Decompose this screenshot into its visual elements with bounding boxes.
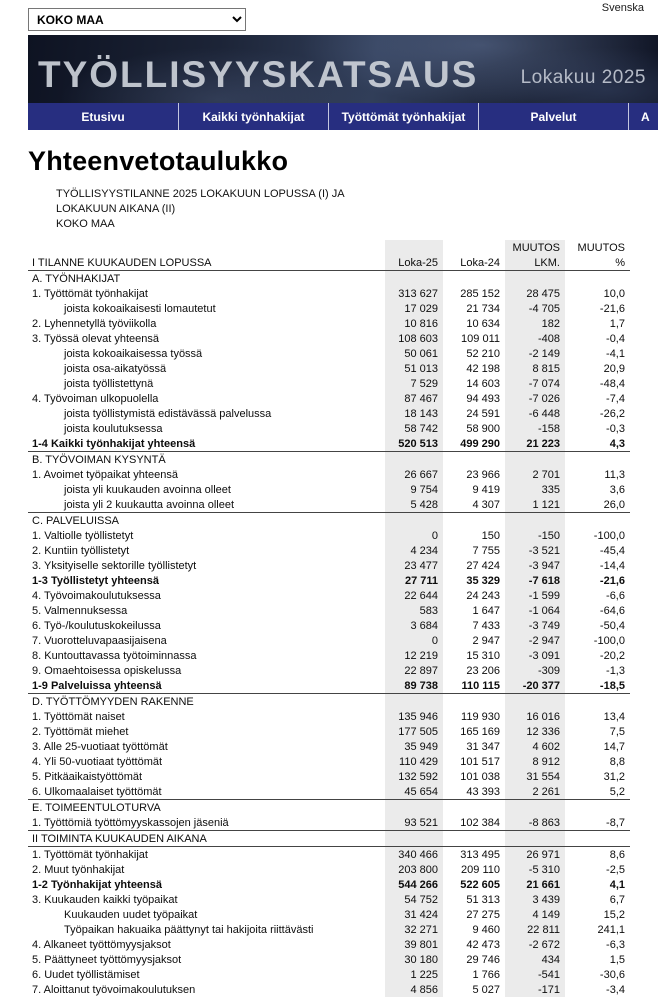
cell-value: 50 061 — [404, 348, 438, 360]
table-row — [28, 482, 630, 497]
cell-value: 8,6 — [609, 849, 625, 861]
cell-value: 12 219 — [404, 650, 438, 662]
cell-value: 520 513 — [398, 438, 438, 450]
cell-value: -26,2 — [599, 408, 625, 420]
table-row — [28, 967, 630, 982]
cell-value: 24 591 — [466, 408, 500, 420]
table-row — [28, 815, 630, 831]
cell-value: 335 — [541, 484, 560, 496]
cell-value: 499 290 — [460, 438, 500, 450]
cell-value: 132 592 — [398, 771, 438, 783]
table-row — [28, 497, 630, 513]
row-label: 8. Kuntouttavassa työtoiminnassa — [32, 650, 197, 662]
row-label: joista kokoaikaisessa työssä — [64, 348, 203, 360]
cell-value: 14 603 — [466, 378, 500, 390]
cell-value: -20 377 — [522, 680, 560, 692]
cell-value: 165 169 — [460, 726, 500, 738]
cell-value: 6,7 — [609, 894, 625, 906]
cell-value: 5 027 — [472, 984, 500, 996]
table-row — [28, 663, 630, 678]
table-row — [28, 922, 630, 937]
cell-value: 51 313 — [466, 894, 500, 906]
region-select-row — [28, 0, 658, 35]
cell-value: 3 684 — [410, 620, 438, 632]
cell-value: -64,6 — [599, 605, 625, 617]
cell-value: 27 711 — [404, 575, 438, 587]
table-row — [28, 543, 630, 558]
table-row — [28, 588, 630, 603]
cell-value: 4,1 — [609, 879, 625, 891]
table-row — [28, 573, 630, 588]
table-row — [28, 286, 630, 301]
cell-value: 58 900 — [466, 423, 500, 435]
cell-value: 3,6 — [609, 484, 625, 496]
cell-value: 5,2 — [609, 786, 625, 798]
table-row — [28, 907, 630, 922]
cell-value: -4,1 — [606, 348, 625, 360]
cell-value: 29 746 — [466, 954, 500, 966]
row-label: joista koulutuksessa — [64, 423, 163, 435]
cell-value: -6,6 — [606, 590, 625, 602]
section-label: II TOIMINTA KUUKAUDEN AIKANA — [28, 831, 630, 847]
cell-value: 1 225 — [410, 969, 438, 981]
row-label: 1-4 Kaikki työnhakijat yhteensä — [32, 438, 196, 450]
cell-value: -20,2 — [599, 650, 625, 662]
cell-value: 31,2 — [603, 771, 625, 783]
cell-value: -50,4 — [599, 620, 625, 632]
cell-value: -150 — [537, 530, 560, 542]
cell-value: 4 149 — [532, 909, 560, 921]
cell-value: 21 223 — [526, 438, 560, 450]
table-row — [28, 892, 630, 907]
cell-value: -3,4 — [606, 984, 625, 996]
row-label: 1. Työttömät työnhakijat — [32, 849, 148, 861]
cell-value: 4 602 — [532, 741, 560, 753]
cell-value: -3 947 — [528, 560, 560, 572]
cell-value: 583 — [419, 605, 438, 617]
table-row — [28, 678, 630, 694]
row-label: 1-3 Työllistetyt yhteensä — [32, 575, 159, 587]
row-label: 5. Valmennuksessa — [32, 605, 128, 617]
row-label: 4. Työvoimakoulutuksessa — [32, 590, 161, 602]
subtitle-line: TYÖLLISYYSTILANNE 2025 LOKAKUUN LOPUSSA (I) JA — [56, 188, 345, 200]
cell-value: 7 433 — [472, 620, 500, 632]
cell-value: 21 661 — [526, 879, 560, 891]
cell-value: 20,9 — [603, 363, 625, 375]
subtitle-line: KOKO MAA — [56, 218, 115, 230]
table-row — [28, 436, 630, 452]
cell-value: 93 521 — [404, 817, 438, 829]
cell-value: 24 243 — [466, 590, 500, 602]
row-label: 4. Työvoiman ulkopuolella — [32, 393, 159, 405]
row-label: 1. Valtiolle työllistetyt — [32, 530, 134, 542]
table-row — [28, 406, 630, 421]
cell-value: 35 329 — [466, 575, 500, 587]
cell-value: 7,5 — [609, 726, 625, 738]
cell-value: -0,3 — [606, 423, 625, 435]
table-row — [28, 618, 630, 633]
summary-table-body — [28, 271, 630, 998]
cell-value: 87 467 — [404, 393, 438, 405]
cell-value: 522 605 — [460, 879, 500, 891]
cell-value: 58 742 — [404, 423, 438, 435]
cell-value: 108 603 — [398, 333, 438, 345]
cell-value: -45,4 — [599, 545, 625, 557]
cell-value: -3 521 — [528, 545, 560, 557]
table-row — [28, 361, 630, 376]
table-row — [28, 769, 630, 784]
cell-value: 177 505 — [398, 726, 438, 738]
cell-value: 22 897 — [404, 665, 438, 677]
cell-value: 340 466 — [398, 849, 438, 861]
cell-value: 2 947 — [472, 635, 500, 647]
nav-item-5[interactable]: A — [628, 103, 658, 130]
column-header-top — [443, 240, 505, 255]
cell-value: 26 971 — [526, 849, 560, 861]
nav-item-3[interactable]: Työttömät työnhakijat — [328, 103, 478, 130]
row-label: 1. Työttömiä työttömyyskassojen jäseniä — [32, 817, 229, 829]
cell-value: -18,5 — [599, 680, 625, 692]
cell-value: -21,6 — [599, 575, 625, 587]
table-row — [28, 391, 630, 406]
cell-value: -309 — [537, 665, 560, 677]
column-header-top: MUUTOS — [512, 242, 560, 254]
row-label: 1. Työttömät naiset — [32, 711, 125, 723]
table-row — [28, 937, 630, 952]
cell-value: -2 149 — [528, 348, 560, 360]
cell-value: 14,7 — [603, 741, 625, 753]
cell-value: -2 947 — [528, 635, 560, 647]
section-label: A. TYÖNHAKIJAT — [32, 273, 121, 285]
cell-value: 23 206 — [466, 665, 500, 677]
language-link[interactable]: Svenska — [601, 2, 644, 14]
cell-value: 22 811 — [527, 924, 560, 936]
cell-value: 10,0 — [603, 288, 625, 300]
row-label: Työpaikan hakuaika päättynyt tai hakijoita riittävästi — [64, 924, 314, 936]
table-row — [28, 831, 630, 847]
cell-value: 2 701 — [532, 469, 560, 481]
cell-value: 7 529 — [410, 378, 438, 390]
cell-value: -541 — [537, 969, 560, 981]
cell-value: 109 011 — [461, 333, 500, 345]
table-row — [28, 331, 630, 346]
cell-value: 4 307 — [472, 499, 500, 511]
cell-value: 18 143 — [404, 408, 438, 420]
cell-value: 119 930 — [461, 711, 500, 723]
row-label: 3. Työssä olevat yhteensä — [32, 333, 159, 345]
cell-value: 0 — [431, 530, 438, 542]
subtitle-line: LOKAKUUN AIKANA (II) — [56, 203, 176, 215]
cell-value: 15,2 — [603, 909, 625, 921]
row-label: 4. Alkaneet työttömyysjaksot — [32, 939, 171, 951]
cell-value: 101 517 — [460, 756, 500, 768]
cell-value: -7 074 — [528, 378, 560, 390]
row-label: 7. Vuorotteluvapaasijaisena — [32, 635, 167, 647]
cell-value: 8 912 — [532, 756, 560, 768]
cell-value: 54 752 — [404, 894, 438, 906]
cell-value: -1 599 — [528, 590, 560, 602]
nav-item-2[interactable]: Kaikki työnhakijat — [178, 103, 328, 130]
row-label: joista yli 2 kuukautta avoinna olleet — [64, 499, 234, 511]
cell-value: 28 475 — [526, 288, 560, 300]
cell-value: 241,1 — [597, 924, 625, 936]
cell-value: -30,6 — [599, 969, 625, 981]
cell-value: 2 261 — [532, 786, 560, 798]
cell-value: -171 — [537, 984, 560, 996]
cell-value: -21,6 — [599, 303, 625, 315]
table-row — [28, 421, 630, 436]
cell-value: -2,5 — [606, 864, 625, 876]
cell-value: 3 439 — [532, 894, 560, 906]
cell-value: 4,3 — [609, 438, 625, 450]
row-label: joista osa-aikatyössä — [64, 363, 167, 375]
summary-table — [28, 240, 630, 997]
row-label: 1. Avoimet työpaikat yhteensä — [32, 469, 178, 481]
row-label: 1. Työttömät työnhakijat — [32, 288, 148, 300]
cell-value: 203 800 — [398, 864, 438, 876]
row-label: 9. Omaehtoisessa opiskelussa — [32, 665, 182, 677]
row-label: 3. Kuukauden kaikki työpaikat — [32, 894, 178, 906]
row-label: 2. Työttömät miehet — [32, 726, 129, 738]
cell-value: 31 554 — [526, 771, 560, 783]
cell-value: 16 016 — [526, 711, 560, 723]
table-row — [28, 754, 630, 769]
cell-value: -8,7 — [606, 817, 625, 829]
page-title: Yhteenvetotaulukko — [28, 146, 289, 176]
cell-value: 30 180 — [404, 954, 438, 966]
cell-value: -1 064 — [528, 605, 560, 617]
cell-value: 101 038 — [460, 771, 500, 783]
table-row — [28, 800, 630, 816]
cell-value: 12 336 — [526, 726, 560, 738]
row-label: joista kokoaikaisesti lomautetut — [64, 303, 216, 315]
row-label: joista työllistettynä — [64, 378, 154, 390]
column-header-top — [385, 240, 443, 255]
cell-value: -158 — [537, 423, 560, 435]
cell-value: -7 026 — [528, 393, 560, 405]
cell-value: 7 755 — [472, 545, 500, 557]
cell-value: 10 634 — [466, 318, 500, 330]
cell-value: 42 473 — [466, 939, 500, 951]
table-row — [28, 847, 630, 863]
cell-value: 209 110 — [461, 864, 500, 876]
cell-value: 313 627 — [398, 288, 438, 300]
cell-value: -3 091 — [528, 650, 560, 662]
header-banner — [28, 35, 658, 103]
cell-value: 21 734 — [466, 303, 500, 315]
cell-value: 9 754 — [410, 484, 438, 496]
table-subtitle — [56, 187, 658, 232]
cell-value: -100,0 — [593, 530, 625, 542]
table-row — [28, 346, 630, 361]
row-label: 6. Ulkomaalaiset työttömät — [32, 786, 162, 798]
cell-value: -1,3 — [606, 665, 625, 677]
cell-value: 544 266 — [398, 879, 438, 891]
table-row — [28, 862, 630, 877]
table-row — [28, 694, 630, 710]
cell-value: 9 419 — [472, 484, 500, 496]
cell-value: 26 667 — [404, 469, 438, 481]
cell-value: -14,4 — [599, 560, 625, 572]
row-label: 2. Muut työnhakijat — [32, 864, 125, 876]
table-header-label: I TILANNE KUUKAUDEN LOPUSSA — [28, 255, 385, 271]
table-row — [28, 528, 630, 543]
cell-value: 32 271 — [404, 924, 438, 936]
table-row — [28, 982, 630, 997]
table-row — [28, 784, 630, 800]
cell-value: 4 856 — [410, 984, 438, 996]
row-label: 7. Aloittanut työvoimakoulutuksen — [32, 984, 196, 996]
section-label: C. PALVELUISSA — [28, 513, 630, 529]
table-row — [28, 648, 630, 663]
cell-value: 8 815 — [532, 363, 560, 375]
cell-value: 35 949 — [404, 741, 438, 753]
table-row — [28, 513, 630, 529]
cell-value: 45 654 — [404, 786, 438, 798]
cell-value: -6,3 — [606, 939, 625, 951]
cell-value: -7 618 — [528, 575, 560, 587]
row-label: 6. Työ-/koulutuskokeilussa — [32, 620, 161, 632]
cell-value: 51 013 — [404, 363, 438, 375]
row-label: 6. Uudet työllistämiset — [32, 969, 140, 981]
cell-value: 52 210 — [466, 348, 500, 360]
table-row — [28, 603, 630, 618]
cell-value: 22 644 — [404, 590, 438, 602]
row-label: Kuukauden uudet työpaikat — [64, 909, 198, 921]
cell-value: 31 424 — [404, 909, 438, 921]
cell-value: 31 347 — [466, 741, 500, 753]
cell-value: 150 — [481, 530, 500, 542]
cell-value: 10 816 — [404, 318, 438, 330]
cell-value: 27 424 — [466, 560, 500, 572]
cell-value: 102 384 — [460, 817, 500, 829]
row-label: 1-9 Palveluissa yhteensä — [32, 680, 162, 692]
cell-value: 11,3 — [604, 469, 625, 481]
table-row — [28, 558, 630, 573]
cell-value: 5 428 — [410, 499, 438, 511]
row-label: 1-2 Työnhakijat yhteensä — [32, 879, 163, 891]
cell-value: 135 946 — [398, 711, 438, 723]
column-header: LKM. — [505, 255, 565, 271]
cell-value: -100,0 — [593, 635, 625, 647]
table-row — [28, 301, 630, 316]
cell-value: 13,4 — [603, 711, 625, 723]
cell-value: 42 198 — [466, 363, 500, 375]
row-label: 2. Lyhennetyllä työviikolla — [32, 318, 157, 330]
table-row — [28, 709, 630, 724]
cell-value: 110 115 — [461, 680, 500, 692]
cell-value: 110 429 — [399, 756, 438, 768]
cell-value: 39 801 — [404, 939, 438, 951]
cell-value: 23 966 — [466, 469, 500, 481]
summary-table-head — [28, 240, 630, 271]
main-nav — [28, 103, 658, 130]
row-label: joista työllistymistä edistävässä palvelussa — [64, 408, 272, 420]
region-select[interactable] — [28, 8, 246, 31]
cell-value: -8 863 — [528, 817, 560, 829]
nav-item-1[interactable]: Etusivu — [81, 109, 125, 124]
cell-value: 1 647 — [472, 605, 500, 617]
row-label: 5. Pitkäaikaistyöttömät — [32, 771, 143, 783]
column-header: % — [565, 255, 630, 271]
cell-value: 1,7 — [609, 318, 625, 330]
row-label: 2. Kuntiin työllistetyt — [32, 545, 130, 557]
cell-value: 26,0 — [603, 499, 625, 511]
cell-value: 27 275 — [466, 909, 500, 921]
cell-value: -5 310 — [528, 864, 560, 876]
row-label: 4. Yli 50-vuotiaat työttömät — [32, 756, 163, 768]
cell-value: 94 493 — [466, 393, 500, 405]
cell-value: 1,5 — [609, 954, 625, 966]
header-spacer — [28, 240, 385, 255]
section-label: E. TOIMEENTULOTURVA — [28, 800, 630, 816]
banner-period: Lokakuu 2025 — [520, 67, 646, 88]
cell-value: 17 029 — [404, 303, 438, 315]
table-row — [28, 467, 630, 482]
cell-value: 1 766 — [472, 969, 500, 981]
column-header: Loka-24 — [443, 255, 505, 271]
nav-item-4[interactable]: Palvelut — [478, 103, 628, 130]
cell-value: 89 738 — [404, 680, 438, 692]
cell-value: 4 234 — [410, 545, 438, 557]
cell-value: 43 393 — [466, 786, 500, 798]
table-row — [28, 271, 630, 287]
cell-value: 434 — [541, 954, 560, 966]
section-label: D. TYÖTTÖMYYDEN RAKENNE — [28, 694, 630, 710]
cell-value: 313 495 — [460, 849, 500, 861]
cell-value: -6 448 — [528, 408, 560, 420]
cell-value: 1 121 — [532, 499, 560, 511]
cell-value: -408 — [537, 333, 560, 345]
row-label: 3. Alle 25-vuotiaat työttömät — [32, 741, 168, 753]
cell-value: 8,8 — [609, 756, 625, 768]
cell-value: -2 672 — [528, 939, 560, 951]
table-row — [28, 452, 630, 468]
cell-value: -3 749 — [528, 620, 560, 632]
cell-value: 9 460 — [472, 924, 500, 936]
table-row — [28, 316, 630, 331]
column-header-top: MUUTOS — [577, 242, 625, 254]
table-row — [28, 633, 630, 648]
column-header: Loka-25 — [385, 255, 443, 271]
row-label: 3. Yksityiselle sektorille työllistetyt — [32, 560, 197, 572]
table-row — [28, 739, 630, 754]
row-label: joista yli kuukauden avoinna olleet — [64, 484, 231, 496]
cell-value: -0,4 — [606, 333, 625, 345]
cell-value: 23 477 — [404, 560, 438, 572]
section-label: B. TYÖVOIMAN KYSYNTÄ — [28, 452, 630, 468]
banner-title: TYÖLLISYYSKATSAUS — [38, 54, 479, 95]
cell-value: 0 — [431, 635, 438, 647]
table-row — [28, 376, 630, 391]
cell-value: 15 310 — [466, 650, 500, 662]
cell-value: -7,4 — [606, 393, 625, 405]
cell-value: -48,4 — [599, 378, 625, 390]
table-row — [28, 952, 630, 967]
cell-value: 285 152 — [460, 288, 500, 300]
table-row — [28, 724, 630, 739]
cell-value: -4 705 — [528, 303, 560, 315]
table-row — [28, 877, 630, 892]
row-label: 5. Päättyneet työttömyysjaksot — [32, 954, 182, 966]
cell-value: 182 — [541, 318, 560, 330]
